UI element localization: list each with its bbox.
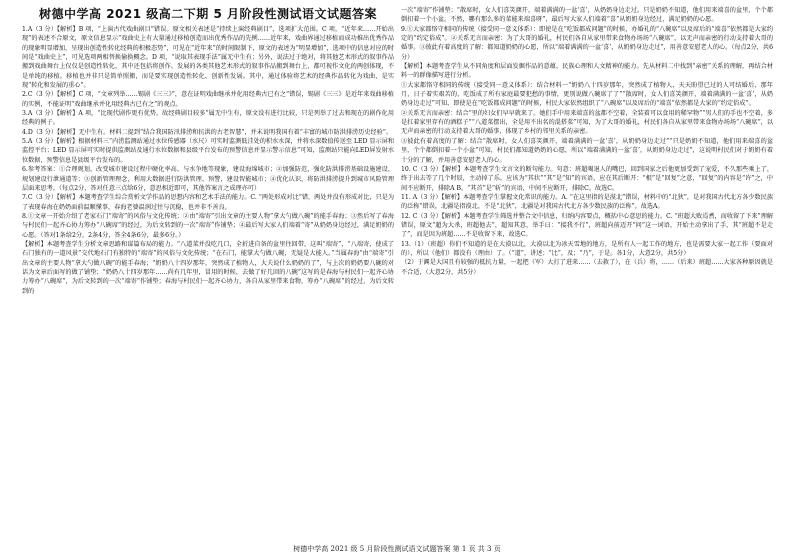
answer-paragraph: 7.C（3 分）【解析】本题考查学生综合赏析文学作品的思想内容和艺术手法的能力。C. “两处形成对比”错，两处并没有形成对比，只是为了表现春海在奶奶面前温顺懂事，春海老婆温润过往与沉稳，也并非不善良。 [22,194,394,211]
answer-paragraph: 9.①大家都恪守相同的传统（接受同一意义体系）：即使是在“吃饭都成问题”的时候，办婚礼的“八碗席”以及席后的“端喜”依然都是大家约定的“约定俗成”。②关系无言而亲密：为了大哥的婚礼，村民们各自从家里带来食物办场场“八碗席”，以无声而亲密的行动支持着大哥的婚事。③彼此有着高度的了解：都知道奶奶的心愿，所以“端着满满的一盆‘喜’，从奶奶身边走过”，用善意安慰老人的心。（每点2分，共6分） [401,25,773,61]
answer-paragraph: 10. C（3 分）【解析】本题考查学生文言文的断句能力。句意：班超喝退人的嘴巴，回到国家之后他更加受到了宠爱，不久那些乘上了，终于出去等了几个时辰，主动掉了乐。应该为“其状”“其”是“知”的宾语，应在其后断开：“根”是“回复”之意，“回复”的内容是“许”之，中间不应断开，排除A B。“其首”是“斩”的宾语，中间不应断开，排除C。故选C。 [401,165,773,192]
answer-paragraph: 11. A（3 分）【解析】本题考查学生掌握文化常识的能力。A. “在这里指的是漠北”错误，材料中的“北狄”，是对我国古代北方各少数民族的泛称“错误，北疆是指漠北，不是“北狄”，北疆是对我国古代北方各少数民族的泛称”。故选A。 [401,193,773,211]
answer-paragraph: ③彼此有着高度的了解：结合“散席时，女人们喜笑颜开，端着满满的一盆‘喜’，从奶奶身边走过”“只是奶奶不知道，他们用来端喜的盆里，个个都倒扣着一个小盆”可知，村民们都知道奶奶的心愿，所以“端着满满的一盆‘喜’，从奶奶身边走过”，这说明村民们对于奶奶有着十分的了解，并用善意安慰老人的心。 [401,137,773,164]
right-column [401,6,773,277]
left-column [22,6,394,296]
answer-paragraph: 一次“端寄”作铺垫；“散席时，女人们喜笑颜开，端着满满的一盆‘喜’，从奶奶身边走过。只是奶奶不知道，他们用来端喜的盆里，个个都倒扣着一个小盆。不然，哪有那么多的菜能来端喜呀”，最后写大家人们端着“喜”从奶奶身边经过，满足奶奶的心愿。 [401,7,773,24]
answer-paragraph: 12. C（3 分）【解析】本题考查学生筛选并整合文中信息，归纳内容要点，概括中心意思的能力。C. “班超大败焉耆，而收留了下来”理解错误，原文“超为大杀，班超他去”，超知其意，举手曰：“接我不行”，班超向前迈开“问”这一词语，开始主动拿出了手，其“班超不是走了”，而是因为班超……不是收留下来，故选C。 [401,212,773,239]
answer-paragraph: 2.C（3 分）【解析】C 项，“文章列举……锡剧《三三》”，意在证明戏曲继承并化用经典古已有之”错误，锡剧《三三》是近年来戏曲移植的实例，不能证明“戏曲继承并化用经典古已有之”的观点。 [22,91,394,108]
answer-paragraph: 1.A（3 分）【解析】B 项，“上演古代戏曲剧目”错误。原文相关表述是“持续上演经典剧目”，选项扩大范围。C 项，“近年来……开始出现”的表述不合原文，原文信息显示“戏曲史上有大量通过移植创造而出优秀作品的先例……近年来，戏曲界通过移植而成功推出优秀作品的现象明显增加，呈现出创造性转化经典的积极态势”，可见在“近年来”的时间限制下，原文的表述为“明显增加”，选项中的信息对应的时间是“戏曲史上”，可见选项两相替换偷换概念。D 项，“说取其表现手法”属无中生有；另外，说法过于绝对，将其他艺术形式的叙事作品搬到戏曲舞台上仅仅是创造性转化，其中还包括将创作、发展的各类其他艺术形式的叙事作品搬到舞台上，都可视作文化的两创体现，不是单纯的移植。移植也并非只是简单照搬，而是要实现创造性转化、创新性发展。其中，通过体验将艺术的经典作品转化为戏曲，是实现“转化和发展的重心”。 [22,26,394,90]
answer-paragraph: 【解析】本题考查学生分析文章思路和谋篇布局的能力。“八道菜并没吃几口，全折进自备的盆里往回带，这叫“端寄”，“八端寄，使成了石门独有的一道风景”交代地石门有独特的“端寄”的风俗与文化传统；“在石门，能掌大勺做八碗，无疑是大能人。”当属春海“由“端寄”引出文章的主要人物“拿大勺做八碗”的能手春海；“奶奶八十四岁那年，突然成了植物人，大夫说什么奶奶的了”，与上次的奶奶要八碗的对话为文章后面写的做了铺垫；“奶奶八十四岁那年……尚有几年里，冒用的时候，去做了好几回的八碗”这写的是春海与村民们一起齐心协力筹办“八碗席”，为后文转到的一次“端寄”作铺垫；春海与村民们一起齐心协力，各自从家里带来食物，筹办“八碗席”的经过，为后文转到的 [22,240,394,295]
answer-paragraph: 13.（1）（班超）你们不知道的是在大漠以北，大漠以北为冰天雪地的地方，是所有人一起工作的地方，也是需要大家一起工作（要面对的），所以（他们）都没有（理由）了。（“道”，讲述；“比”，及；“乃”，于是。各1分，大意2分，共5分） [401,240,773,257]
page-title: 树德中学高 2021 级高二下期 5 月阶段性测试语文试题答案 [39,7,377,21]
answer-paragraph: 【解析】本题考查学生从不同角度和层面发掘作品的意蕴、民族心理和人文精神的能力。先从材料二中找到“亲密”关系的理解，再结合材料一的群像描写进行分析。 [401,63,773,80]
answer-paragraph: 6.参考答案：①合理规划，改变城市建设过程中硬化率高、与水争地等现象，建设海绵城市；②加强防范，强化防洪排涝基础设施建设，规划建设行泄通道等；③创新管理理念，利用大数据进行防洪管理、预警，建设智能城市；④优化认识，将防洪排涝提升到城市风险管理层面来思考。（每点2分，答对任意三点给6分，意思相近即可，其他答案言之成理亦可） [22,166,394,192]
answer-paragraph: 8.①文章一开始介绍了老家石门“端寄”的风俗与文化传统；②由“端寄”引出文章的主要人物“拿大勺做八碗”的能手春海；③然后写了春海与村民们一起齐心协力筹办“八碗席”的经过，为后文转到的一次“端寄”作铺垫；④最后写大家人们端着“寄”从奶奶身边经过，满足奶奶的心愿。（答对1条给2分，2条4分，答全4条6分，最多6分。） [22,212,394,239]
answer-paragraph: 4.D（3 分）【解析】无中生有。材料二提到“结合我国防汛排涝和抗洪的古老智慧”，并未说明我国有着“丰富的城市防洪排涝历史经验”。 [22,128,393,136]
answer-paragraph: ①大家都恪守相同的传统（接受同一意义体系）：结合材料一“奶奶八十四岁那年，突然成了植物人，天天盼望已过的人可结婚后，那年月，日子着实艰苦的，吃饭成了所有家庭最要犯愁的事情，更别说做八碗席了了”“散席时，女人们喜笑颜开，端着满满的一盆‘喜’，从奶奶身边走过”可知，即使是在“吃饭都成问题”的时候，村民大家依然组织了“八碗席”以及席后的“端喜”依然都是大家的“约定俗成”。 [401,81,773,108]
answer-paragraph: 3.A（3 分）【解析】A 项，“比现代剧作更有优势，故经典剧目较多”属无中生有，原文没有进行比较，只是列举了过去和现在的剧作化用经典的例子。 [22,110,394,127]
page-footer: 树德中学高 2021 级 5 月阶段性测试语文试题答案 第 1 页 共 3 页 [293,545,501,553]
answer-paragraph: ②关系无言而亲密：结合“里的妇女们早早就来了。她们手中用来端喜的盆都不空着，全装着可以食用的稀罕物”“男人们的手也不空着，多是扛着家里存有的酒糕子”“八道菜摆出，全是用不出名的混搭菜”可知，为了大哥的婚礼，村民们各自从家里带来食物办场场“八碗席”，以无声而亲密的行动支持着大哥的婚事，体现了乡村的邻里关系的亲密。 [401,109,773,136]
answer-paragraph: （2）于阗是大国且有较强的抵抗力量，一起把（军）大打了进来……（去救了），在（兵）将，……（后来）班超……大家各种原因就是不合适，（大意2分，共5分） [401,259,773,276]
answer-paragraph: 5.A（3 分）【解析】根据材料三“内涝监测站通过水位传感器（水尺）可实时监测低洼处的积水水深，并将水深数值传送至 LED 显示屏和监控平台；LED 显示屏可实时提供监测站及通行水位数据和县级平台发布的预警信息并显示警示信息”可知，监测站只能向LED屏发射水位数据，预警信息是县级平台发布的。 [22,138,394,164]
